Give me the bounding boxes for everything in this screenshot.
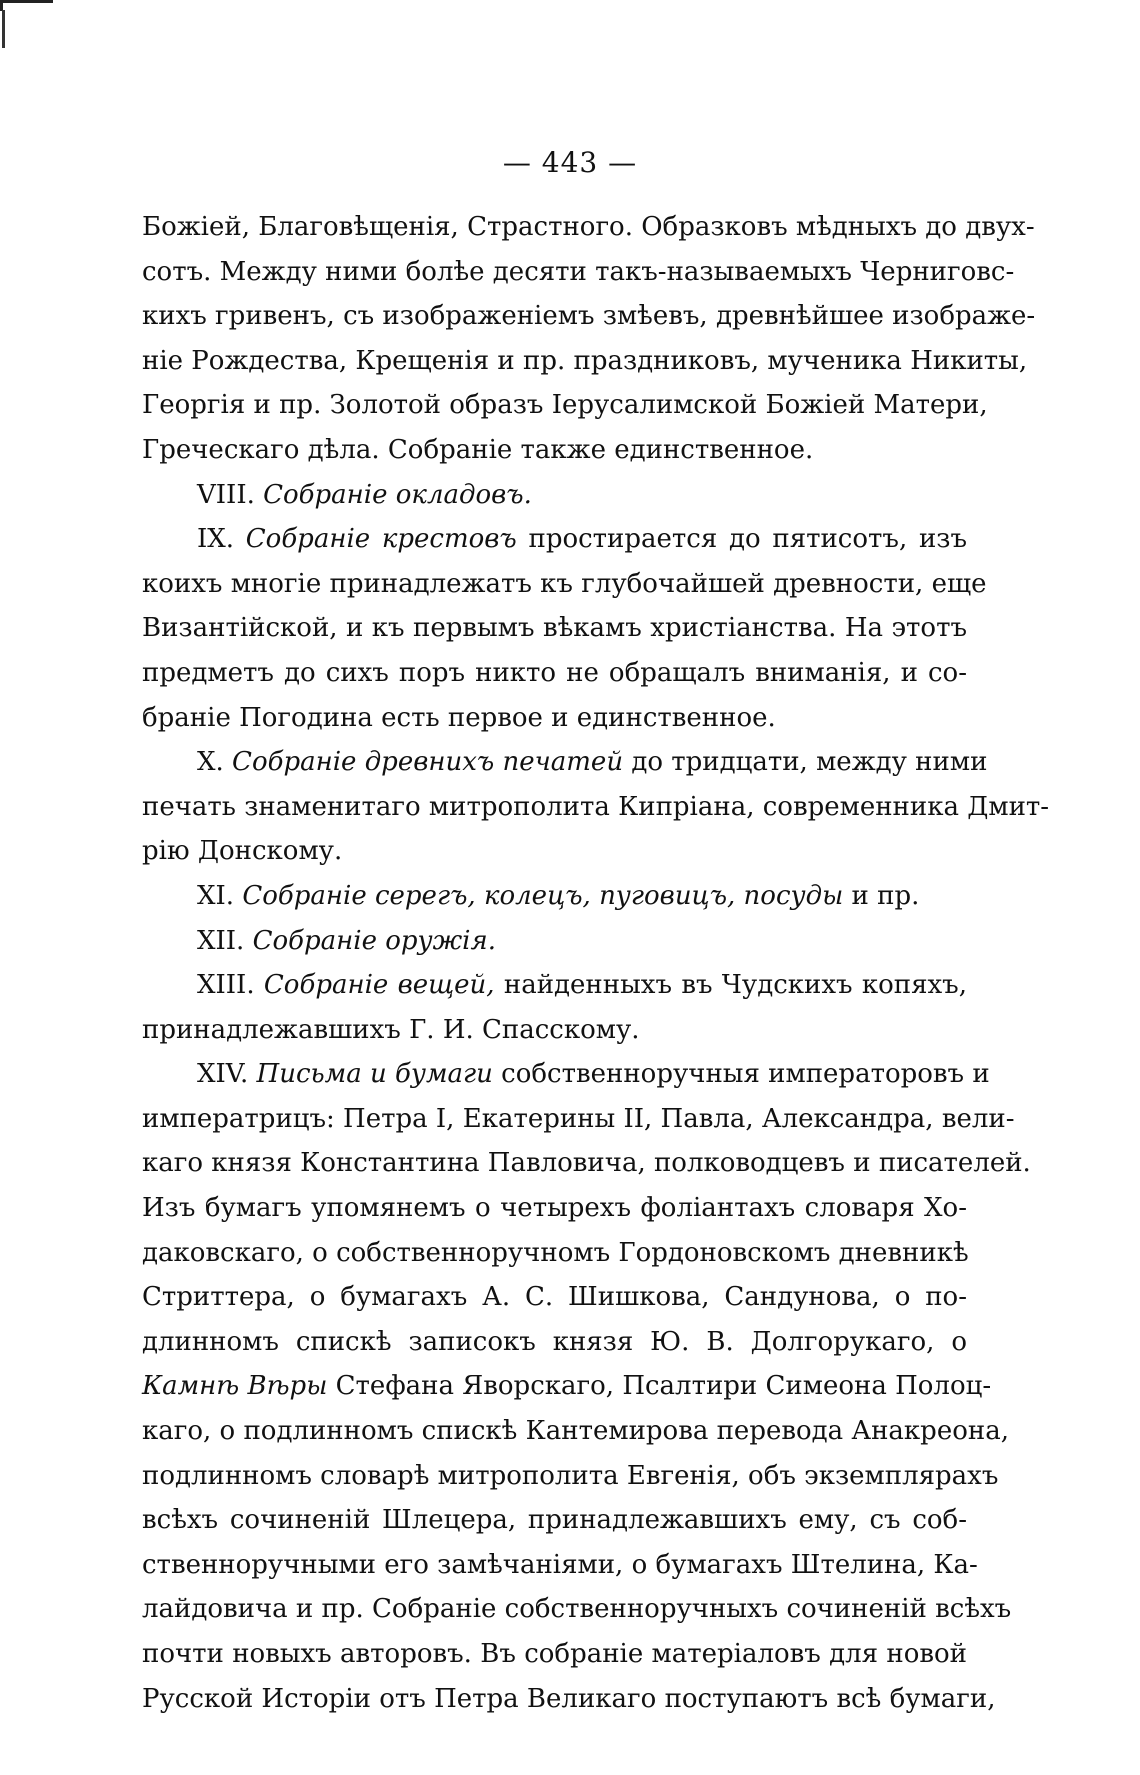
body-text [142, 205, 1050, 1721]
text-line [142, 517, 967, 562]
text-line [142, 606, 967, 651]
text-line [142, 428, 967, 473]
italic-text: Собраніе крестовъ [245, 524, 517, 555]
text-run: и пр. [843, 880, 920, 911]
text-line [142, 1677, 996, 1722]
text-line [142, 1543, 978, 1588]
italic-text: Собраніе оружія. [252, 925, 496, 956]
text-run: длинномъ спискѣ записокъ князя Ю. В. Долгорукаго, о [142, 1326, 967, 1357]
text-run: XIII. [197, 970, 264, 1001]
italic-text: Собраніе древнихъ печатей [232, 747, 624, 778]
text-line [142, 919, 967, 964]
text-run: каго князя Константина Павловича, полководцевъ и писателей. [142, 1148, 1031, 1179]
text-run: XII. [197, 925, 253, 956]
text-line [142, 205, 1035, 250]
text-run: найденныхъ въ Чудскихъ копяхъ, [494, 970, 967, 1001]
text-run: коихъ многіе принадлежатъ къ глубочайшей древности, еще [142, 568, 987, 599]
scan-edge-mark [0, 0, 53, 11]
text-run: простирается до пятисотъ, изъ [516, 524, 967, 555]
italic-text: Письма и бумаги [256, 1059, 493, 1090]
text-line [142, 1632, 967, 1677]
text-run: Божіей, Благовѣщенія, Страстного. Образковъ мѣдныхъ до двух- [142, 212, 1035, 242]
text-line [142, 1454, 999, 1499]
text-run: каго, о подлинномъ спискѣ Кантемирова перевода Анакреона, [142, 1416, 1009, 1447]
text-run: Стриттера, о бумагахъ А. С. Шишкова, Сандунова, о по- [142, 1282, 967, 1313]
text-line [142, 651, 967, 696]
text-run: Русской Исторіи отъ Петра Великаго поступаютъ всѣ бумаги, [142, 1683, 996, 1714]
text-run: даковскаго, о собственноручномъ Гордоновскомъ дневникѣ [142, 1237, 969, 1268]
text-line [142, 1409, 1009, 1454]
text-run: до тридцати, между ними [623, 747, 988, 778]
text-line [142, 562, 987, 607]
text-run: Георгія и пр. Золотой образъ Іерусалимской Божіей Матери, [142, 390, 988, 421]
text-run: Греческаго дѣла. Собраніе также единственное. [142, 434, 814, 465]
text-line [142, 1097, 1015, 1142]
text-run: рію Донскому. [142, 836, 343, 867]
text-run: браніе Погодина есть первое и единственное. [142, 702, 776, 733]
text-line [142, 473, 967, 518]
text-run: ніе Рождества, Крещенія и пр. праздниковъ, мученика Никиты, [142, 345, 1028, 376]
italic-text: Собраніе вещей, [263, 970, 495, 1001]
text-run: XIV. [197, 1059, 257, 1090]
text-run: X. [197, 747, 233, 778]
text-run: лайдовича и пр. Собраніе собственноручныхъ сочиненій всѣхъ [142, 1594, 1012, 1625]
italic-text: Собраніе окладовъ. [263, 479, 532, 510]
italic-text: Собраніе серегъ, колецъ, пуговицъ, посуды [242, 880, 844, 911]
text-line [142, 1141, 1031, 1186]
text-line [142, 740, 988, 785]
text-run: подлинномъ словарѣ митрополита Евгенія, объ экземплярахъ [142, 1460, 999, 1491]
text-line [142, 383, 988, 428]
text-run: почти новыхъ авторовъ. Въ собраніе матеріаловъ для новой [142, 1639, 967, 1669]
text-run: императрицъ: Петра I, Екатерины II, Павла, Александра, вели- [142, 1103, 1015, 1134]
text-run: XI. [197, 880, 243, 911]
text-run: всѣхъ сочиненій Шлецера, принадлежавшихъ ему, съ соб- [142, 1505, 967, 1536]
text-run: VIII. [197, 479, 264, 510]
text-line [142, 829, 967, 874]
text-line [142, 1275, 967, 1320]
text-line [142, 1364, 992, 1409]
scan-margin-mark [2, 10, 5, 48]
text-run: ственноручными его замѣчаніями, о бумагахъ Штелина, Ка- [142, 1549, 978, 1580]
italic-text: Камнѣ Вѣры [142, 1371, 328, 1402]
text-run: сотъ. Между ними болѣе десяти такъ-называемыхъ Черниговс- [142, 256, 1015, 287]
text-run: предметъ до сихъ поръ никто не обращалъ вниманія, и со- [142, 657, 967, 688]
text-line [142, 1231, 967, 1276]
text-line [142, 1186, 967, 1231]
text-line [142, 963, 967, 1008]
text-line [142, 874, 967, 919]
text-line [142, 1008, 967, 1053]
text-line [142, 1587, 1012, 1632]
text-line [142, 1498, 967, 1543]
text-line [142, 785, 1050, 830]
text-run: печать знаменитаго митрополита Кипріана, современника Дмит- [142, 791, 1050, 822]
text-run: Византійской, и къ первымъ вѣкамъ христіанства. На этотъ [142, 613, 967, 644]
text-line [142, 696, 967, 741]
text-run: собственноручныя императоровъ и [492, 1059, 990, 1090]
text-run: принадлежавшихъ Г. И. Спасскому. [142, 1014, 640, 1045]
text-run: кихъ гривенъ, съ изображеніемъ змѣевъ, древнѣйшее изображе- [142, 301, 1036, 332]
text-run: IX. [197, 524, 246, 555]
text-line [142, 339, 1028, 384]
text-line [142, 1320, 967, 1365]
text-line [142, 1052, 990, 1097]
page-number: — 443 — [502, 146, 638, 179]
text-line [142, 250, 1015, 295]
text-run: Изъ бумагъ упомянемъ о четырехъ фоліантахъ словаря Хо- [142, 1193, 967, 1224]
text-line [142, 294, 1036, 339]
text-run: Стефана Яворскаго, Псалтири Симеона Полоц- [327, 1371, 992, 1402]
